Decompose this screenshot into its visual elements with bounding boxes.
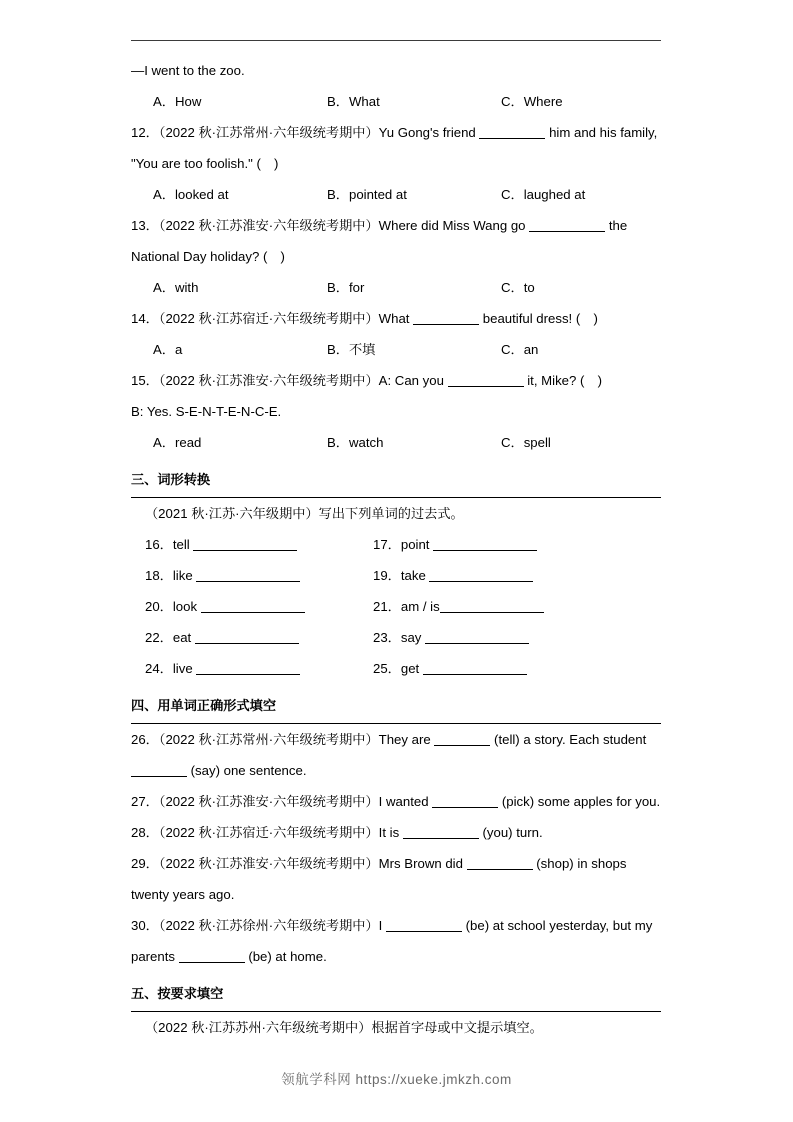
option-b[interactable]: B．不填 [327,342,376,357]
answer-blank[interactable] [467,856,533,870]
word-number: 19． [373,568,401,583]
word-item-17 [373,529,601,560]
question-12-source: （2022 秋·江苏常州·六年级统考期中） [158,125,379,140]
question-12-text-after: him and his family, "You are too foolish." ( ) [131,125,658,171]
option-a[interactable]: A．read [153,435,202,450]
question-29-part1: Mrs Brown did [378,856,467,871]
question-30-source: （2022 秋·江苏徐州·六年级统考期中） [158,918,379,933]
answer-blank[interactable] [201,599,305,613]
question-29 [131,848,661,910]
question-28-number: 28． [131,825,159,840]
answer-blank[interactable] [196,568,300,582]
question-12-number: 12． [131,125,159,140]
question-29-number: 29． [131,856,159,871]
option-a[interactable]: A．looked at [153,187,229,202]
option-c[interactable]: C．laughed at [501,187,586,202]
word-item-25 [373,653,601,684]
word-text: live [172,661,193,676]
option-b[interactable]: B．watch [327,435,384,450]
question-15-second-line: B: Yes. S-E-N-T-E-N-C-E. [131,404,282,419]
word-item-20 [145,591,373,622]
word-item-21 [373,591,601,622]
question-10-options [131,86,661,117]
question-13-options [131,272,661,303]
word-number: 17． [373,537,401,552]
question-28-part2: (you) turn. [478,825,543,840]
answer-blank[interactable] [425,630,529,644]
word-number: 20． [145,599,173,614]
option-b[interactable]: B．pointed at [327,187,407,202]
question-13-stem [131,210,661,272]
answer-blank[interactable] [131,763,187,777]
question-13-number: 13． [131,218,159,233]
question-15-options [131,427,661,458]
answer-blank[interactable] [434,732,490,746]
answer-blank[interactable] [423,661,527,675]
question-27-part2: (pick) some apples for you. [498,794,661,809]
word-row [131,653,661,684]
word-row [131,591,661,622]
question-27-part1: I wanted [378,794,433,809]
question-14-text-after: beautiful dress! ( ) [479,311,598,326]
answer-blank[interactable] [433,537,537,551]
word-item-16 [145,529,373,560]
word-row [131,560,661,591]
section-5-instruction: （2022 秋·江苏苏州·六年级统考期中）根据首字母或中文提示填空。 [145,1020,543,1035]
question-30 [131,910,661,972]
option-b[interactable]: B．for [327,280,365,295]
answer-blank[interactable] [196,661,300,675]
option-a[interactable]: A．a [153,342,183,357]
question-13-source: （2022 秋·江苏淮安·六年级统考期中） [158,218,379,233]
question-15-stem [131,365,661,396]
option-b[interactable]: B．What [327,94,380,109]
document-content [131,40,661,1043]
question-26 [131,724,661,786]
question-27-number: 27． [131,794,159,809]
answer-blank[interactable] [448,373,524,387]
word-number: 18． [145,568,173,583]
answer-blank[interactable] [193,537,297,551]
answer-blank[interactable] [179,949,245,963]
question-29-source: （2022 秋·江苏淮安·六年级统考期中） [158,856,379,871]
word-item-19 [373,560,601,591]
question-14-source: （2022 秋·江苏宿迁·六年级统考期中） [158,311,379,326]
word-number: 21． [373,599,401,614]
word-row [131,622,661,653]
word-text: point [400,537,430,552]
top-divider [131,40,661,41]
section-5-title: 五、按要求填空 [131,986,224,1001]
option-a[interactable]: A．How [153,94,202,109]
question-15-source: （2022 秋·江苏淮安·六年级统考期中） [158,373,379,388]
answer-blank[interactable] [529,218,605,232]
question-26-source: （2022 秋·江苏常州·六年级统考期中） [158,732,379,747]
word-text: get [400,661,420,676]
option-c[interactable]: C．spell [501,435,551,450]
section-3-instruction: （2021 秋·江苏·六年级期中）写出下列单词的过去式。 [145,506,464,521]
question-28 [131,817,661,848]
question-27-source: （2022 秋·江苏淮安·六年级统考期中） [158,794,379,809]
option-c[interactable]: C．Where [501,94,563,109]
question-15-number: 15． [131,373,159,388]
word-text: say [400,630,422,645]
word-text: like [172,568,193,583]
word-number: 22． [145,630,173,645]
question-27 [131,786,661,817]
answer-blank[interactable] [432,794,498,808]
answer-blank[interactable] [429,568,533,582]
question-12-stem [131,117,661,179]
answer-blank[interactable] [413,311,479,325]
word-number: 23． [373,630,401,645]
question-14-text-before: What [378,311,414,326]
question-13-text-before: Where did Miss Wang go [378,218,530,233]
question-30-number: 30． [131,918,159,933]
question-26-part1: They are [378,732,435,747]
question-14-options [131,334,661,365]
word-text: am / is [400,599,440,614]
answer-blank[interactable] [195,630,299,644]
question-30-part1: I [378,918,386,933]
option-a[interactable]: A．with [153,280,199,295]
question-14-number: 14． [131,311,159,326]
question-30-part2: (be) at school yesterday, but my parents [131,918,653,964]
question-28-part1: It is [378,825,403,840]
word-item-22 [145,622,373,653]
section-3-title: 三、词形转换 [131,472,211,487]
word-item-23 [373,622,601,653]
question-10-stem-fragment: —I went to the zoo. [131,63,245,78]
question-15-text-before: A: Can you [378,373,448,388]
question-13-text-after: the National Day holiday? ( ) [131,218,628,264]
answer-blank[interactable] [440,599,544,613]
word-item-18 [145,560,373,591]
page-footer-watermark: 领航学科网 https://xueke.jmkzh.com [281,1072,512,1087]
section-4-title: 四、用单词正确形式填空 [131,698,277,713]
question-12-options [131,179,661,210]
word-number: 25． [373,661,401,676]
question-12-text-before: Yu Gong's friend [378,125,480,140]
word-item-24 [145,653,373,684]
word-text: look [172,599,198,614]
word-text: tell [172,537,190,552]
question-30-part3: (be) at home. [244,949,327,964]
word-text: take [400,568,426,583]
question-29-part2: (shop) in shops twenty years ago. [131,856,627,902]
question-14-stem [131,303,661,334]
option-c[interactable]: C．to [501,280,535,295]
question-26-part2: (tell) a story. Each student [490,732,647,747]
word-number: 24． [145,661,173,676]
question-26-part3: (say) one sentence. [187,763,307,778]
answer-blank[interactable] [386,918,462,932]
question-28-source: （2022 秋·江苏宿迁·六年级统考期中） [158,825,379,840]
answer-blank[interactable] [403,825,479,839]
question-15-text-after: it, Mike? ( ) [523,373,602,388]
answer-blank[interactable] [479,125,545,139]
word-row [131,529,661,560]
word-text: eat [172,630,192,645]
question-26-number: 26． [131,732,159,747]
word-number: 16． [145,537,173,552]
option-c[interactable]: C．an [501,342,539,357]
